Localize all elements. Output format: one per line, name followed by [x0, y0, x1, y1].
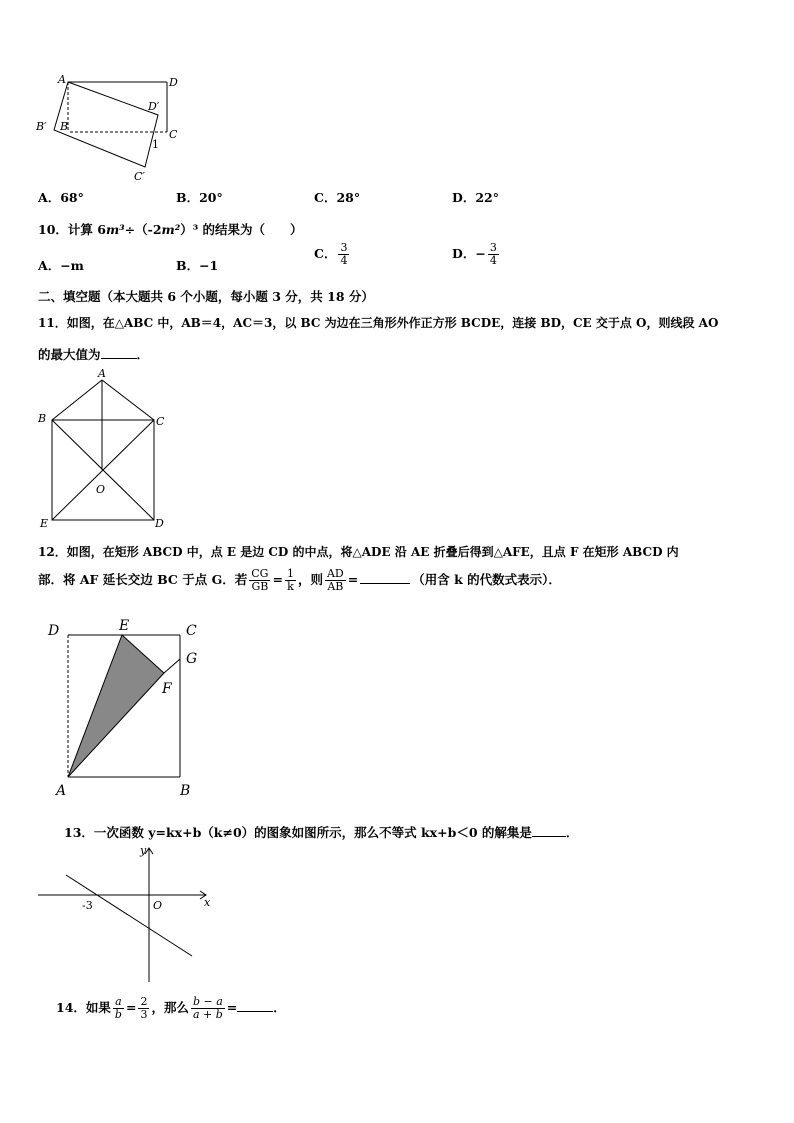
- q9-figure: [30, 70, 180, 185]
- q10-option-b: B．−1: [176, 258, 219, 273]
- q13-label-x: x: [204, 896, 211, 909]
- q9-label-c: C: [169, 128, 178, 141]
- q12-eq2: =: [347, 572, 359, 587]
- q10-option-a: A．−m: [38, 258, 84, 273]
- q10-option-c: [314, 242, 351, 267]
- q10-mid: ÷（-2: [124, 222, 162, 237]
- section-heading: 二、填空题（本大题共 6 个小题，每小题 3 分，共 18 分）: [38, 289, 374, 304]
- q12-line2: [38, 568, 561, 593]
- q9-label-a: A: [58, 73, 66, 86]
- q13-answer-blank[interactable]: [532, 824, 566, 837]
- q12-frac2-num: 1: [286, 567, 294, 580]
- q12-answer-blank[interactable]: [360, 571, 410, 584]
- q14-stem: [56, 996, 286, 1021]
- q11-line1: 11．如图，在△ABC 中，AB＝4，AC＝3，以 BC 为边在三角形外作正方形 BCDE，连接 BD，CE 交于点 O，则线段 AO: [38, 316, 719, 330]
- q13-text: 13．一次函数 y=kx+b（k≠0）的图象如图所示，那么不等式 kx+b＜0 的解集是: [64, 825, 532, 840]
- q9-option-b: B．20°: [176, 190, 223, 205]
- q12-frac3-den: AB: [327, 580, 344, 593]
- q14-eq2: =: [226, 1000, 238, 1015]
- q10-option-d-den: 4: [489, 254, 497, 267]
- q13-label-neg3: -3: [82, 899, 93, 912]
- q12-figure: [40, 615, 220, 805]
- q9-label-c-prime: C′: [134, 170, 145, 183]
- q14-mid: ，那么: [151, 1000, 189, 1015]
- q14-frac1-num: a: [113, 996, 124, 1009]
- q9-label-d-prime: D′: [148, 100, 160, 113]
- q9-option-c: C．28°: [314, 190, 361, 205]
- q12-line2-c: （用含 k 的代数式表示）．: [412, 572, 561, 587]
- q14-frac2-den: 3: [140, 1008, 148, 1021]
- q10-m2: m²: [161, 222, 181, 237]
- q11-label-b: B: [38, 412, 47, 425]
- q13-label-o: O: [153, 899, 163, 912]
- q12-label-e: E: [119, 618, 130, 634]
- q9-label-angle1: 1: [152, 138, 159, 151]
- q11-label-c: C: [156, 415, 165, 428]
- q12-label-c: C: [186, 623, 197, 639]
- q13-figure: [34, 842, 224, 987]
- q9-option-a: A．68°: [38, 190, 84, 205]
- q11-line2-text: 的最大值为: [38, 347, 101, 362]
- q11-answer-blank[interactable]: [101, 346, 137, 359]
- q12-label-g: G: [186, 651, 198, 667]
- q12-label-b: B: [180, 783, 191, 799]
- q9-label-b-prime: B′: [36, 120, 47, 133]
- q10-prefix: 10．计算 6: [38, 222, 106, 237]
- q10-option-c-label: C．: [314, 246, 337, 261]
- q10-suffix: ）³ 的结果为（ ）: [180, 222, 303, 237]
- q9-label-b: B: [60, 120, 69, 133]
- q12-frac2-den: k: [287, 580, 294, 593]
- q11-line2: [38, 345, 149, 363]
- q14-frac1-den: b: [114, 1008, 122, 1021]
- q12-label-a: A: [56, 783, 67, 799]
- q12-eq1: =: [272, 572, 283, 587]
- q11-figure: [34, 365, 174, 530]
- q14-eq1: =: [125, 1000, 137, 1015]
- q10-stem: [38, 220, 303, 238]
- q9-option-d: D．22°: [452, 190, 499, 205]
- q12-label-f: F: [162, 681, 172, 697]
- q13-stem: [64, 823, 578, 841]
- q10-m3: m³: [105, 222, 125, 237]
- q11-label-o: O: [96, 483, 106, 496]
- q11-label-e: E: [40, 517, 49, 530]
- q14-frac3-num: b − a: [192, 995, 223, 1008]
- q10-option-d-label: D．−: [452, 246, 486, 261]
- q12-line2-b: ，则: [297, 572, 323, 587]
- q14-end: ．: [273, 1000, 286, 1015]
- q12-frac3-num: AD: [326, 567, 344, 580]
- q14-frac2-num: 2: [140, 995, 148, 1008]
- q10-option-d: [452, 242, 501, 267]
- q13-label-y: y: [140, 844, 147, 857]
- q12-line1: 12．如图，在矩形 ABCD 中，点 E 是边 CD 的中点，将△ADE 沿 AE 折叠后得到△AFE，且点 F 在矩形 ABCD 内: [38, 545, 679, 559]
- q12-label-d: D: [48, 623, 60, 639]
- q10-option-d-num: 3: [489, 241, 497, 254]
- q10-option-c-num: 3: [340, 241, 348, 254]
- q12-frac1-num: CG: [251, 567, 269, 580]
- q11-line2-end: ．: [136, 347, 150, 362]
- q12-frac1-den: GB: [251, 580, 269, 593]
- q11-label-a: A: [98, 367, 106, 380]
- q14-answer-blank[interactable]: [237, 999, 273, 1012]
- q13-end: ．: [565, 825, 579, 840]
- q11-label-d: D: [155, 517, 164, 530]
- q14-frac3-den: a + b: [192, 1008, 223, 1021]
- q12-line2-a: 部．将 AF 延长交边 BC 于点 G．若: [38, 572, 248, 587]
- q10-option-c-den: 4: [340, 254, 348, 267]
- q14-prefix: 14．如果: [56, 1000, 111, 1015]
- q9-label-d: D: [169, 76, 178, 89]
